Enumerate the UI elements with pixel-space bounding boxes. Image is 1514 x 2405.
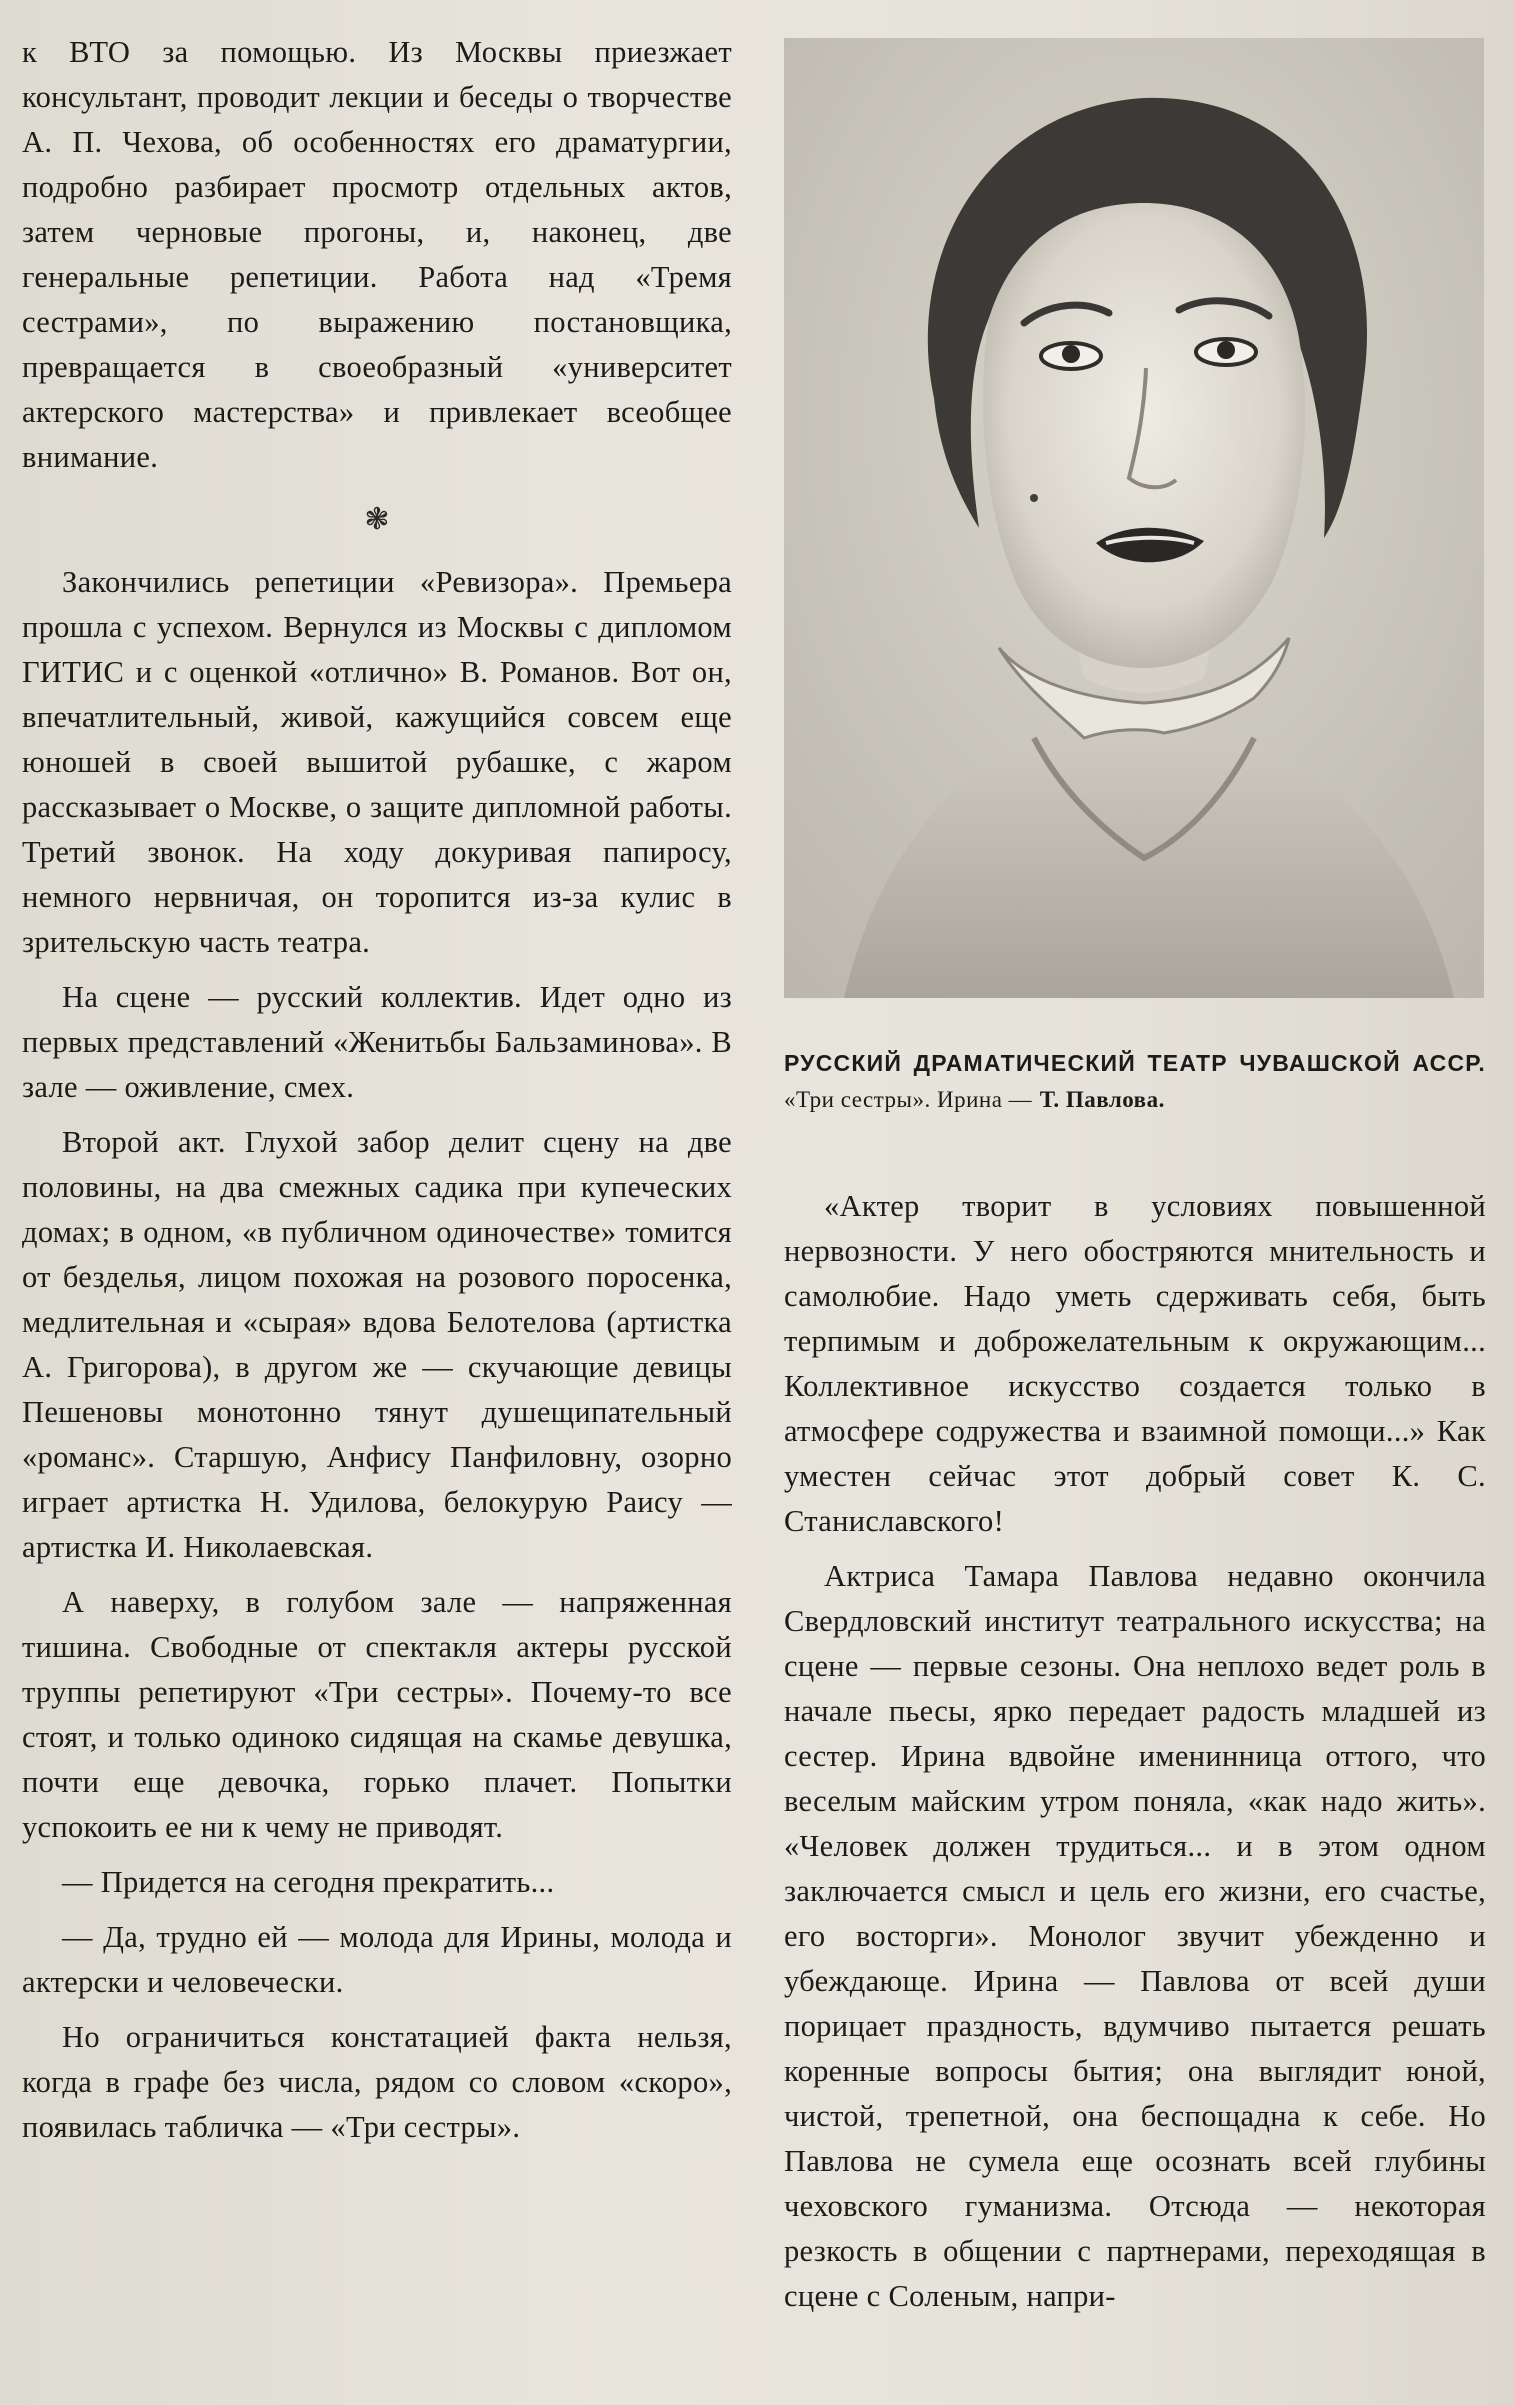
right-column [784,1184,1486,2319]
right-paragraph-2: Актриса Тамара Павлова недавно окончила Свердловский институт театрального искусства; на сцене — первые сезоны. Она неплохо ведет роль в начале пьесы, ярко передает радость младшей из сестер. Ирина вдвойне именинница оттого, что веселым майским утром поняла, «как надо жить». «Человек должен трудиться... и в этом одном заключается смысл и цель его жизни, его счастье, его восторги». Монолог звучит убежденно и убеждающе. Ирина — Павлова от всей души порицает праздность, вдумчиво пытается решать коренные вопросы бытия; она выглядит юной, чистой, трепетной, она беспощадна к себе. Но Павлова не сумела еще осознать всей глубины чеховского гуманизма. Отсюда — некоторая резкость в общении с партнерами, переходящая в сцене с Соленым, напри- [784,1559,1486,2313]
caption-actor-name: Т. Павлова. [1039,1087,1165,1112]
left-column [22,30,732,2150]
left-paragraph-2: Закончились репетиции «Ревизора». Премьера прошла с успехом. Вернулся из Москвы с дипломом ГИТИС и с оценкой «отлично» В. Романов. Вот он, впечатлительный, живой, кажущийся совсем еще юношей в своей вышитой рубашке, с жаром рассказывает о Москве, о защите дипломной работы. Третий звонок. На ходу докуривая папиросу, немного нервничая, он торопится из-за кулис в зрительскую часть театра. [22,565,732,959]
photo-caption [784,1045,1486,1118]
left-paragraph-6: — Придется на сегодня прекратить... [62,1865,555,1899]
section-separator-ornament: ❃ [364,503,390,536]
left-paragraph-8: Но ограничиться констатацией факта нельзя, когда в графе без числа, рядом со словом «скоро», появилась табличка — «Три сестры». [22,2020,732,2144]
left-paragraph-1: к ВТО за помощью. Из Москвы приезжает консультант, проводит лекции и беседы о творчестве А. П. Чехова, об особенностях его драматургии, подробно разбирает просмотр отдельных актов, затем черновые прогоны, и, наконец, две генеральные репетиции. Работа над «Тремя сестрами», по выражению постановщика, превращается в своеобразный «университет актерского мастерства» и привлекает всеобщее внимание. [22,35,732,474]
actress-portrait-photo [784,38,1484,998]
left-paragraph-4: Второй акт. Глухой забор делит сцену на две половины, на два смежных садика при купеческих домах; в одном, «в публичном одиночестве» томится от безделья, лицом похожая на розового поросенка, медлительная и «сырая» вдова Белотелова (артистка А. Григорова), в другом же — скучающие девицы Пешеновы монотонно тянут душещипательный «романс». Старшую, Анфису Панфиловну, озорно играет артистка Н. Удилова, белокурую Раису — артистка И. Николаевская. [22,1125,732,1564]
caption-theatre-name: РУССКИЙ ДРАМАТИЧЕСКИЙ ТЕАТР ЧУВАШСКОЙ АССР. [784,1050,1486,1076]
left-paragraph-3: На сцене — русский коллектив. Идет одно из первых представлений «Женитьбы Бальзаминова». В зале — оживление, смех. [22,980,732,1104]
right-paragraph-1: «Актер творит в условиях повышенной нервозности. У него обостряются мнительность и самолюбие. Надо уметь сдерживать себя, быть терпимым и доброжелательным к окружающим... Коллективное искусство создается только в атмосфере содружества и взаимной помощи...» Как уместен сейчас этот добрый совет К. С. Станиславского! [784,1189,1486,1538]
portrait-illustration [784,38,1484,998]
caption-play-role: «Три сестры». Ирина — [784,1087,1033,1112]
left-paragraph-5: А наверху, в голубом зале — напряженная тишина. Свободные от спектакля актеры русской труппы репетируют «Три сестры». Почему-то все стоят, и только одиноко сидящая на скамье девушка, почти еще девочка, горько плачет. Попытки успокоить ее ни к чему не приводят. [22,1585,732,1844]
left-paragraph-7: — Да, трудно ей — молода для Ирины, молода и актерски и человечески. [22,1920,732,1999]
